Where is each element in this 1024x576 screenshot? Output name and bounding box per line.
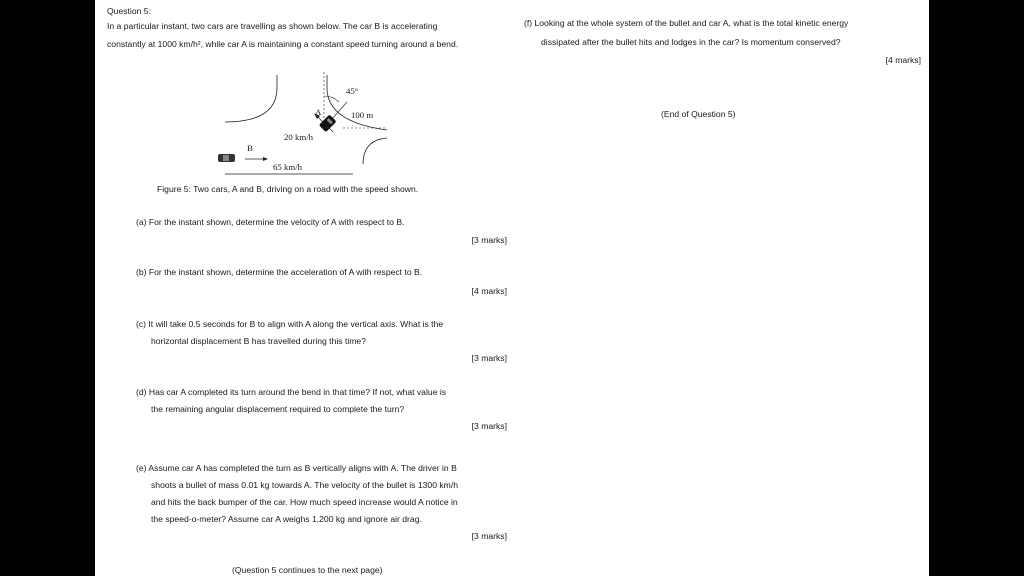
part-d-line-2: the remaining angular displacement required to complete the turn? xyxy=(151,404,405,414)
intro-line-1: In a particular instant, two cars are travelling as shown below. The car B is accelerating xyxy=(107,21,438,31)
road-diagram xyxy=(215,70,415,178)
car-b-label: B xyxy=(247,143,253,153)
velocity-arrowhead-b xyxy=(263,157,268,161)
part-e-line-4: the speed-o-meter? Assume car A weighs 1,200 kg and ignore air drag. xyxy=(151,514,422,524)
radius-label: 100 m xyxy=(351,110,374,120)
angle-label: 45° xyxy=(346,86,359,96)
left-black-margin xyxy=(0,0,95,576)
part-b-marks: [4 marks] xyxy=(471,286,507,296)
part-b-line-1: (b) For the instant shown, determine the acceleration of A with respect to B. xyxy=(136,267,423,277)
angle-arc xyxy=(324,96,339,102)
question-title: Question 5: xyxy=(107,6,151,16)
part-e-line-2: shoots a bullet of mass 0.01 kg towards A. The velocity of the bullet is 1300 km/h xyxy=(151,480,458,490)
right-black-margin xyxy=(929,0,1024,576)
intro-line-2: constantly at 1000 km/h², while car A is maintaining a constant speed turning around a bend. xyxy=(107,39,459,49)
figure-caption: Figure 5: Two cars, A and B, driving on a road with the speed shown. xyxy=(157,184,419,194)
part-e-marks: [3 marks] xyxy=(471,531,507,541)
speed-b-label: 65 km/h xyxy=(273,162,303,172)
speed-a-label: 20 km/h xyxy=(284,132,314,142)
part-c-marks: [3 marks] xyxy=(471,353,507,363)
part-a-marks: [3 marks] xyxy=(471,235,507,245)
part-a-line-1: (a) For the instant shown, determine the velocity of A with respect to B. xyxy=(136,217,405,227)
road-edge-corner-lower xyxy=(363,138,387,164)
part-c-line-2: horizontal displacement B has travelled during this time? xyxy=(151,336,366,346)
continues-note: (Question 5 continues to the next page) xyxy=(232,565,383,575)
part-f-marks: [4 marks] xyxy=(885,55,921,65)
document-page xyxy=(95,0,929,576)
part-e-line-1: (e) Assume car A has completed the turn as B vertically aligns with A. The driver in B xyxy=(136,463,457,473)
part-f-line-2: dissipated after the bullet hits and lodges in the car? Is momentum conserved? xyxy=(541,37,841,47)
car-b-icon xyxy=(218,154,235,162)
part-f-line-1: (f) Looking at the whole system of the bullet and car A, what is the total kinetic energy xyxy=(524,18,849,28)
part-c-line-1: (c) It will take 0.5 seconds for B to align with A along the vertical axis. What is the xyxy=(136,319,444,329)
part-d-marks: [3 marks] xyxy=(471,421,507,431)
part-d-line-1: (d) Has car A completed its turn around the bend in that time? If not, what value is xyxy=(136,387,447,397)
road-edge-curve-left xyxy=(225,75,277,122)
car-a-label: A xyxy=(315,107,322,117)
end-note: (End of Question 5) xyxy=(661,109,736,119)
part-e-line-3: and hits the back bumper of the car. How much speed increase would A notice in xyxy=(151,497,458,507)
